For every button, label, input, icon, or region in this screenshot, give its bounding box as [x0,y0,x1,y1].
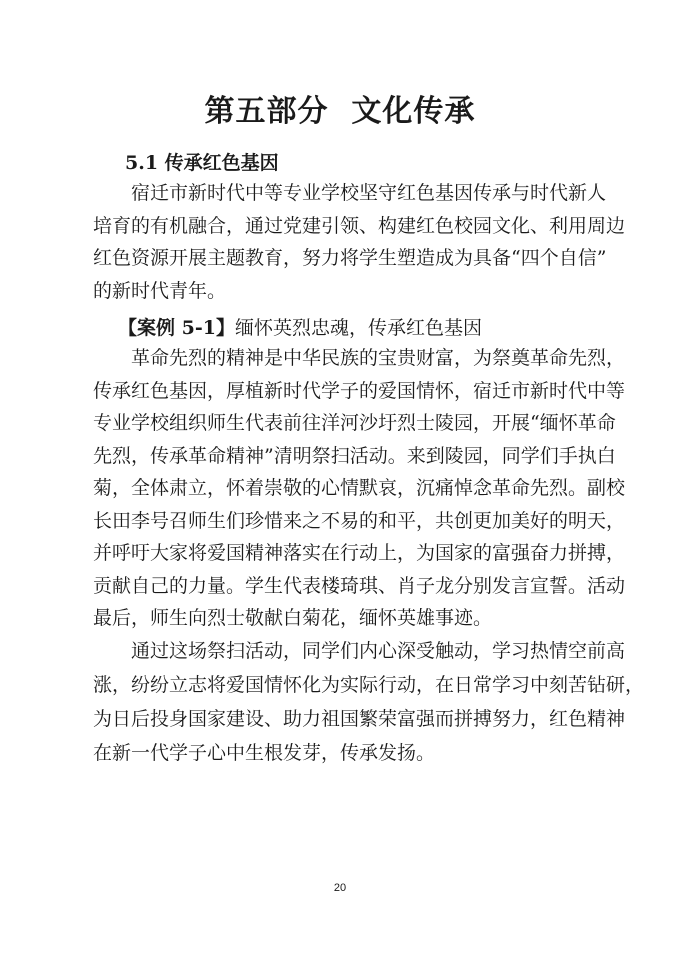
paragraph-line: 最后，师生向烈士敬献白菊花，缅怀英雄事迹。 [93,607,493,629]
paragraph-line: 在新一代学子心中生根发芽，传承发扬。 [93,742,436,764]
page-title: 第五部分 文化传承 [204,94,476,129]
section-heading: 5.1 传承红色基因 [125,152,279,174]
paragraph-line: 革命先烈的精神是中华民族的宝贵财富，为祭奠革命先烈， [131,347,626,369]
case-paragraph [93,342,626,635]
paragraph-line: 先烈，传承革命精神”清明祭扫活动。来到陵园，同学们手执白 [93,444,616,467]
paragraph-line: 培育的有机融合，通过党建引领、构建红色校园文化、利用周边 [93,214,626,237]
closing-paragraph [93,634,645,770]
paragraph-line: 红色资源开展主题教育，努力将学生塑造成为具备“四个自信” [93,247,607,269]
page-number: 20 [333,882,347,894]
paragraph-line: 并呼吁大家将爱国精神落实在行动上，为国家的富强奋力拼搏， [93,542,626,564]
paragraph-line: 宿迁市新时代中等专业学校坚守红色基因传承与时代新人 [131,182,607,204]
case-tag: 【案例 5-1】 [118,317,235,339]
paragraph-line: 专业学校组织师生代表前往洋河沙圩烈士陵园，开展“缅怀革命 [93,412,616,434]
paragraph-line: 传承红色基因，厚植新时代学子的爱国情怀，宿迁市新时代中等 [93,379,626,402]
paragraph-line: 长田李号召师生们珍惜来之不易的和平，共创更加美好的明天， [93,509,626,532]
paragraph-line: 为日后投身国家建设、助力祖国繁荣富强而拼搏努力，红色精神 [93,708,626,730]
case-heading [118,313,482,340]
case-title: 缅怀英烈忠魂，传承红色基因 [234,317,482,339]
paragraph-line: 贡献自己的力量。学生代表楼琦琪、肖子龙分别发言宣誓。活动 [93,574,626,597]
paragraph-line: 的新时代青年。 [93,279,227,302]
intro-paragraph [93,177,626,307]
paragraph-line: 菊，全体肃立，怀着崇敬的心情默哀，沉痛悼念革命先烈。副校 [93,477,626,499]
paragraph-line: 通过这场祭扫活动，同学们内心深受触动，学习热情空前高 [131,640,626,662]
paragraph-line: 涨，纷纷立志将爱国情怀化为实际行动，在日常学习中刻苦钻研， [93,674,645,696]
